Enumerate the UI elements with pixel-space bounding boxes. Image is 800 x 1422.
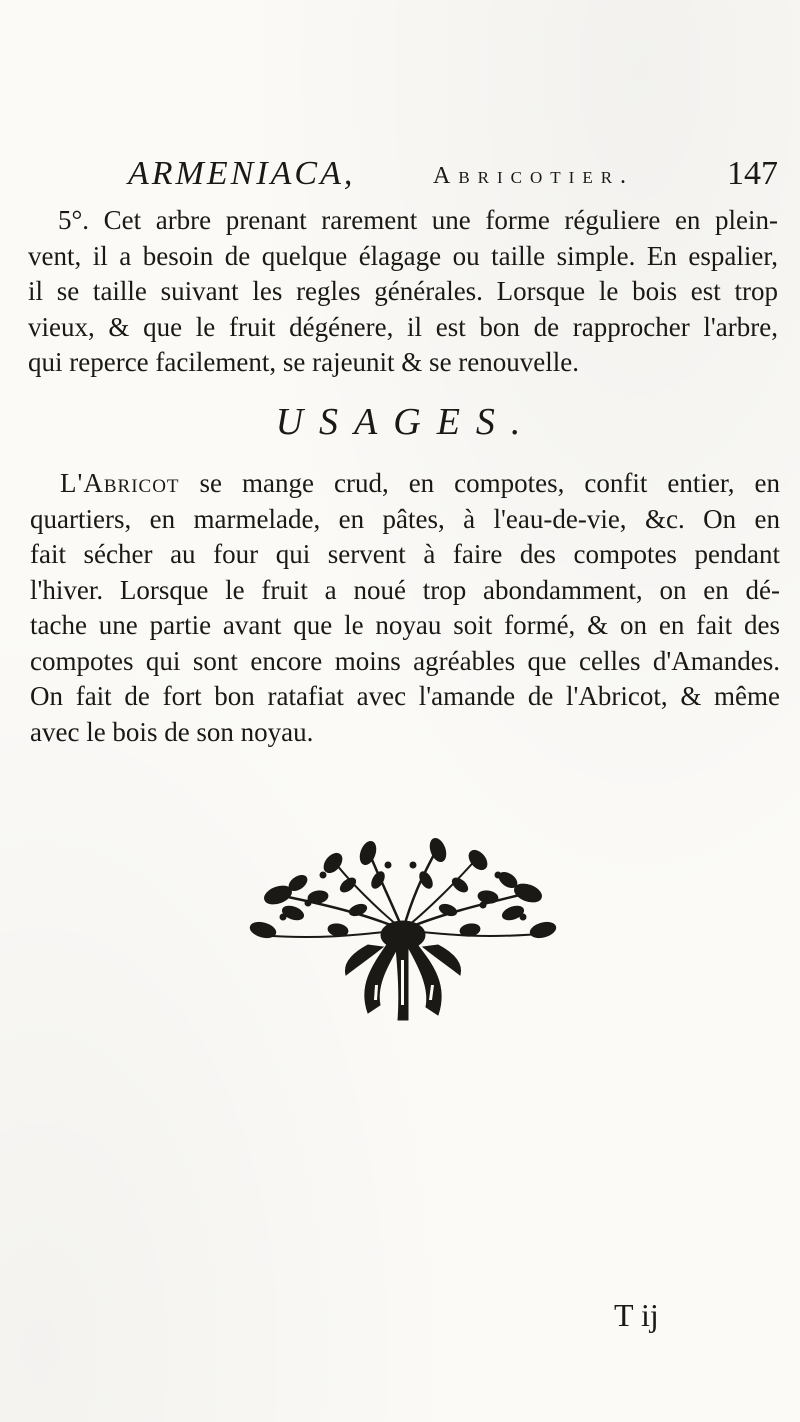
- text-line: avec le bois de son noyau.: [30, 716, 314, 747]
- text-line: l'hiver. Lorsque le fruit a noué trop abondamment, on en dé-: [30, 574, 780, 605]
- paragraph-pruning: [28, 203, 778, 381]
- running-head: [128, 152, 778, 196]
- lead-word: L'Abricot: [60, 468, 180, 498]
- text-line: fait sécher au four qui servent à faire des compotes pendant: [30, 539, 780, 569]
- floral-tailpiece-icon: [238, 835, 568, 1025]
- text-line: vent, il a besoin de quelque élagage ou taille simple. En espalier,: [28, 240, 778, 271]
- text-line: On fait de fort bon ratafiat avec l'amande de l'Abricot, & même: [30, 681, 780, 711]
- text-line: [30, 466, 780, 502]
- running-head-latin-name: ARMENIACA,: [128, 155, 356, 192]
- text-line: 5°. Cet arbre prenant rarement une forme réguliere en plein-: [58, 205, 778, 235]
- text-line: qui reperce facilement, se rajeunit & se renouvelle.: [28, 347, 579, 377]
- text-line: compotes qui sont encore moins agréables que celles d'Amandes.: [30, 645, 780, 676]
- section-heading: USAGES.: [275, 401, 537, 443]
- running-head-french-name: Abricotier.: [433, 163, 635, 189]
- paragraph-usages: [30, 466, 780, 750]
- text-line: il se taille suivant les regles générales. Lorsque le bois est trop: [28, 276, 778, 306]
- text-line: quartiers, en marmelade, en pâtes, à l'eau-de-vie, &c. On en: [30, 503, 780, 534]
- page-number: 147: [727, 155, 778, 192]
- text-line-rest: se mange crud, en compotes, confit entier, en: [179, 468, 780, 498]
- signature-mark: T ij: [614, 1297, 659, 1333]
- text-line: vieux, & que le fruit dégénere, il est bon de rapprocher l'arbre,: [28, 311, 778, 342]
- text-line: tache une partie avant que le noyau soit formé, & on en fait des: [30, 610, 780, 640]
